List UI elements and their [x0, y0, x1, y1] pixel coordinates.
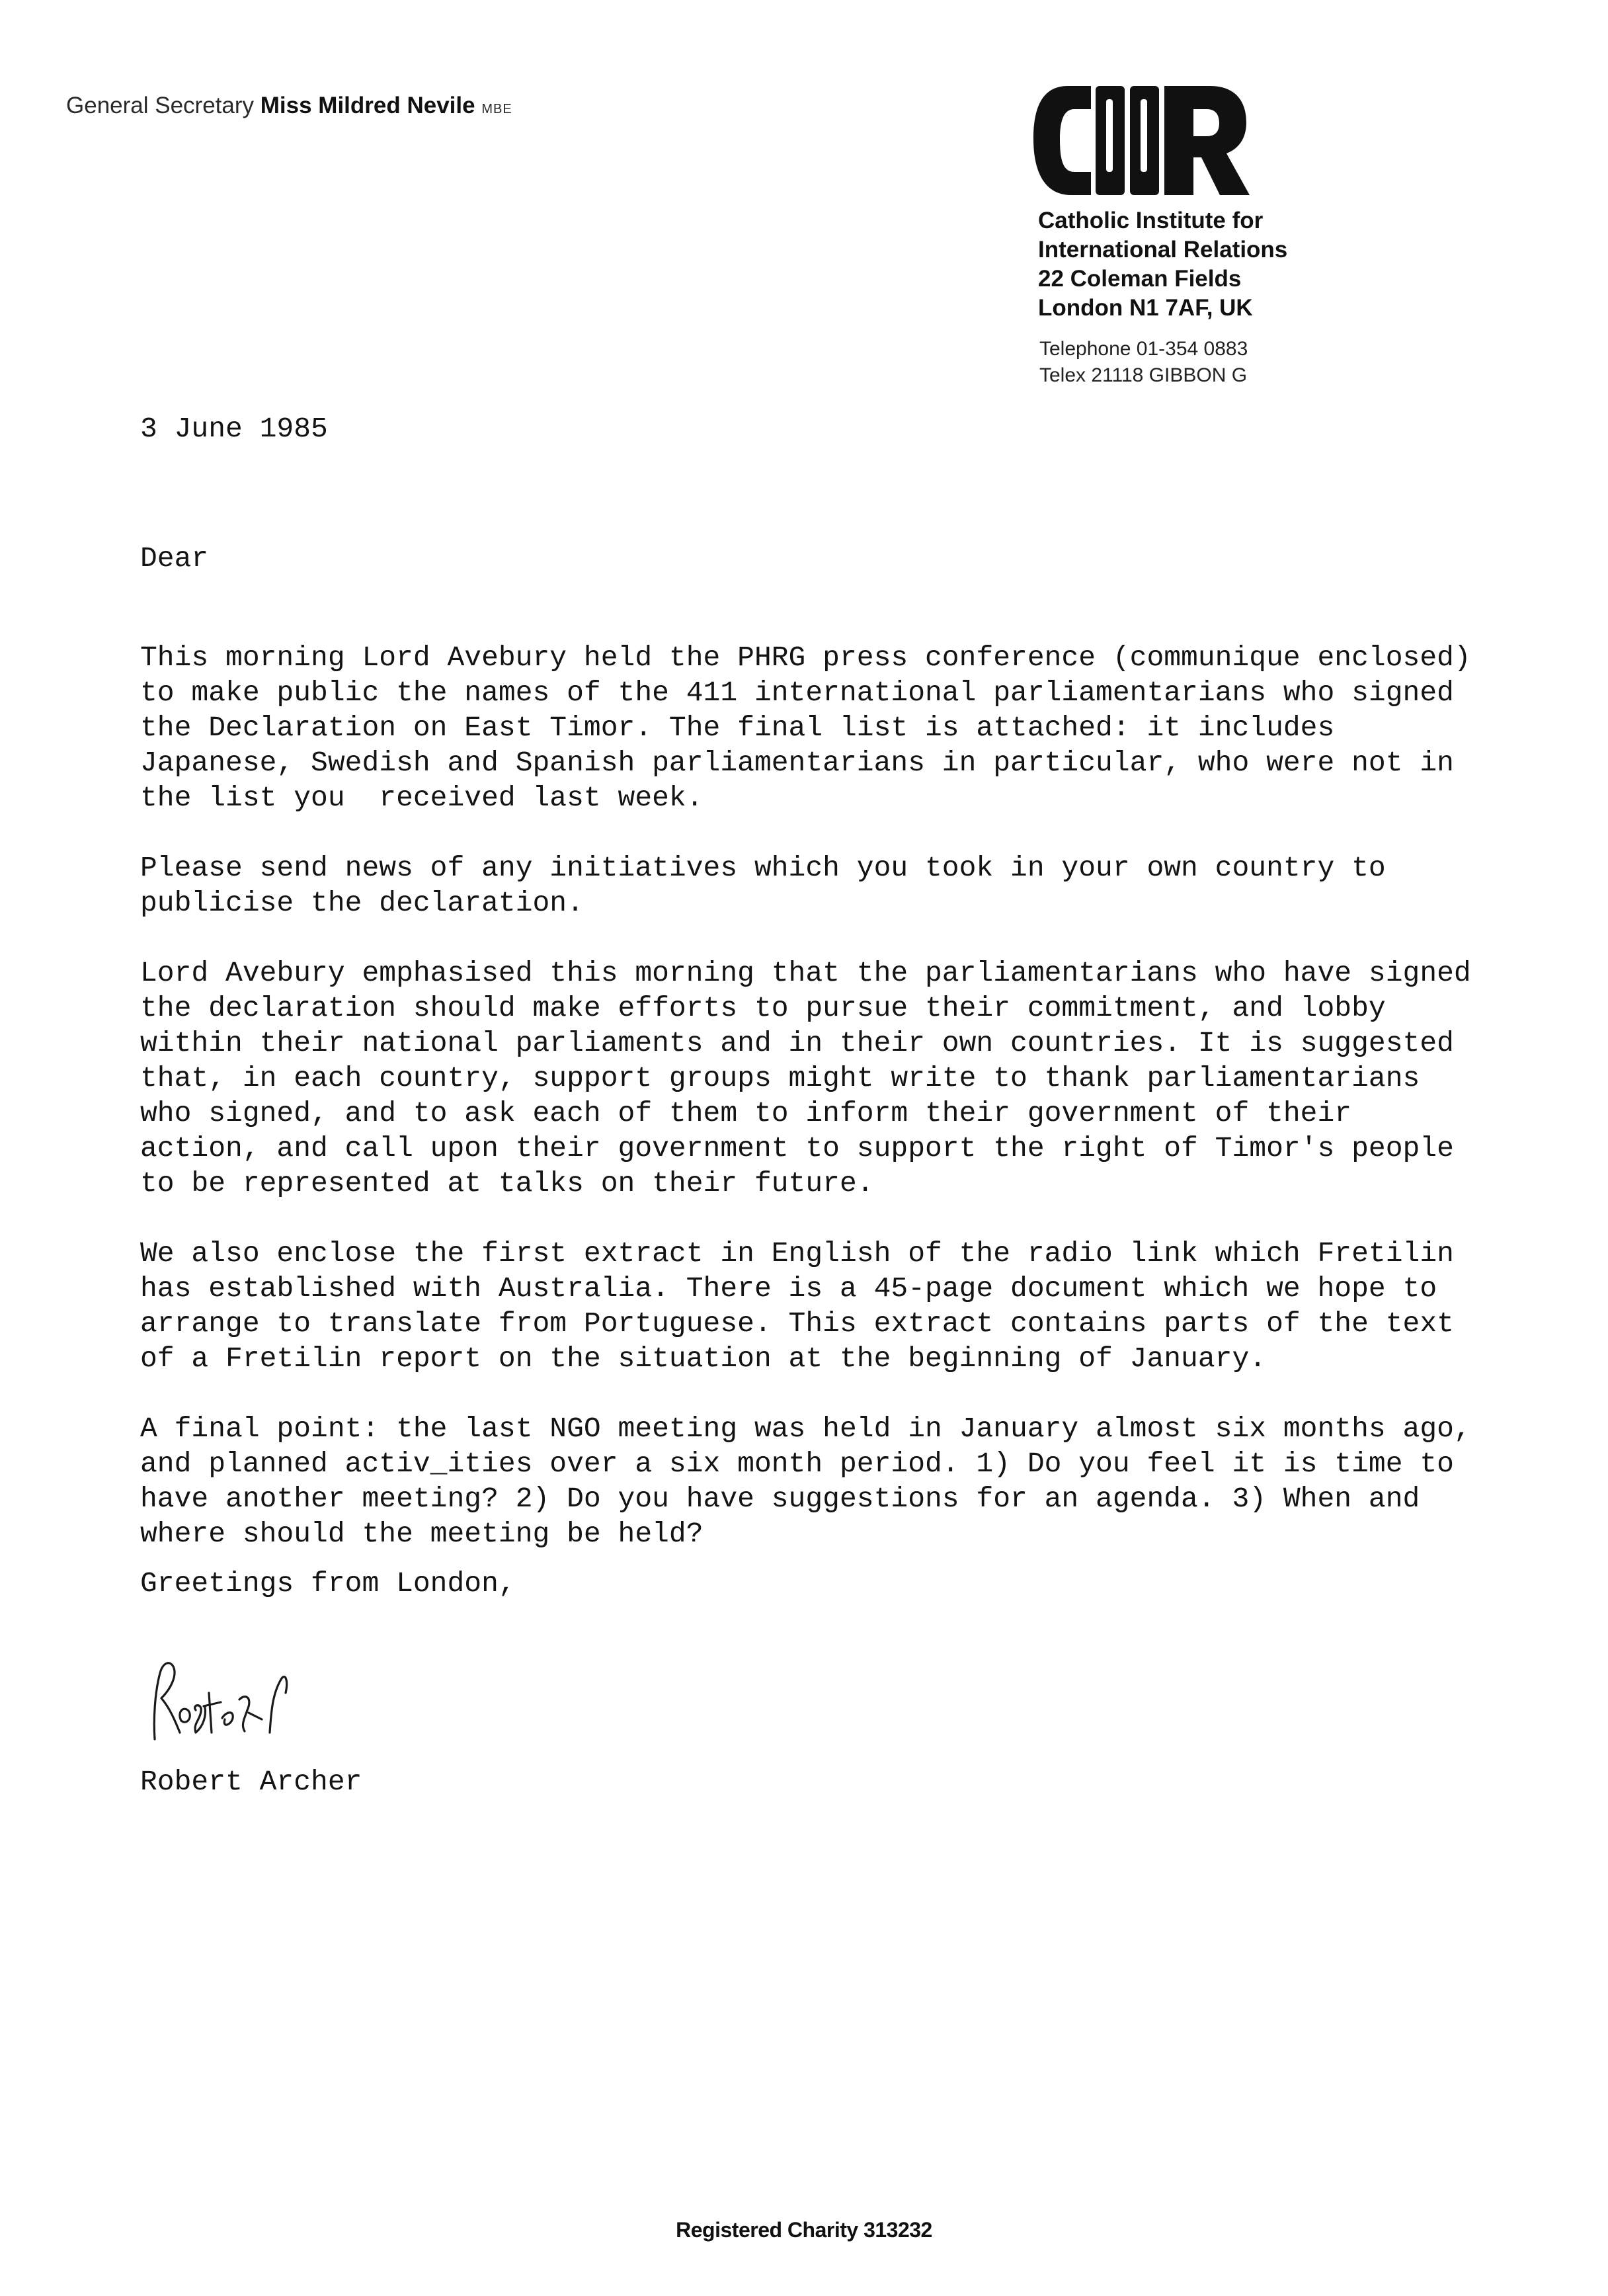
text-line: where should the meeting be held?: [140, 1518, 704, 1550]
organization-address: [1038, 206, 1287, 323]
text-line: A final point: the last NGO meeting was held in January almost six months ago,: [140, 1413, 1471, 1445]
general-secretary-label: General Secretary: [66, 93, 255, 118]
text-line: the Declaration on East Timor. The final list is attached: it includes: [140, 712, 1335, 744]
text-line: This morning Lord Avebury held the PHRG press conference (communique enclosed): [140, 641, 1471, 674]
text-line: and planned activ_ities over a six month period. 1) Do you feel it is time to: [140, 1448, 1454, 1480]
letter-date: 3 June 1985: [140, 413, 328, 445]
text-line: within their national parliaments and in their own countries. It is suggested: [140, 1027, 1454, 1059]
text-line: of a Fretilin report on the situation at the beginning of January.: [140, 1342, 1267, 1375]
general-secretary-line: [66, 93, 512, 119]
telephone: Telephone 01-354 0883: [1039, 338, 1248, 360]
org-line: Catholic Institute for: [1038, 208, 1264, 233]
paragraph: [140, 956, 1489, 1201]
text-line: that, in each country, support groups might write to thank parliamentarians: [140, 1062, 1420, 1094]
paragraph: [140, 640, 1489, 815]
telex: Telex 21118 GIBBON G: [1039, 364, 1248, 386]
text-line: have another meeting? 2) Do you have suggestions for an agenda. 3) When and: [140, 1483, 1420, 1515]
text-line: action, and call upon their government to support the right of Timor's people: [140, 1132, 1454, 1165]
text-line: We also enclose the first extract in English of the radio link which Fretilin: [140, 1237, 1454, 1270]
text-line: who signed, and to ask each of them to inform their government of their: [140, 1097, 1352, 1129]
text-line: Lord Avebury emphasised this morning that the parliamentarians who have signed: [140, 957, 1471, 989]
text-line: has established with Australia. There is a 45-page document which we hope to: [140, 1272, 1437, 1305]
org-line: London N1 7AF, UK: [1038, 295, 1253, 321]
paragraph: [140, 1411, 1489, 1551]
logo-text: CIIR: [1141, 198, 1143, 199]
general-secretary-honour: MBE: [481, 102, 512, 116]
signer-name: Robert Archer: [140, 1766, 362, 1798]
closing: Greetings from London,: [140, 1567, 516, 1600]
text-line: Japanese, Swedish and Spanish parliamentarians in particular, who were not in: [140, 747, 1454, 779]
paragraph: [140, 1236, 1489, 1376]
handwritten-signature: [140, 1647, 319, 1752]
salutation: Dear: [140, 542, 209, 575]
org-line: International Relations: [1038, 237, 1288, 263]
text-line: the list you received last week.: [140, 782, 704, 814]
text-line: to be represented at talks on their future.: [140, 1167, 874, 1200]
signature-text: Robert: [229, 1750, 233, 1752]
text-line: Please send news of any initiatives which you took in your own country to: [140, 852, 1386, 884]
general-secretary-name: Miss Mildred Nevile: [260, 93, 475, 118]
registered-charity: Registered Charity 313232: [676, 2218, 932, 2242]
text-line: to make public the names of the 411 international parliamentarians who signed: [140, 676, 1454, 709]
contact-info: [1039, 336, 1248, 389]
text-line: arrange to translate from Portuguese. This extract contains parts of the text: [140, 1307, 1454, 1340]
text-line: the declaration should make efforts to pursue their commitment, and lobby: [140, 992, 1386, 1024]
letter-body: [140, 640, 1489, 1551]
text-line: publicise the declaration.: [140, 887, 584, 919]
org-line: 22 Coleman Fields: [1038, 266, 1242, 292]
paragraph: [140, 850, 1489, 921]
ciir-logo: [1028, 73, 1253, 205]
